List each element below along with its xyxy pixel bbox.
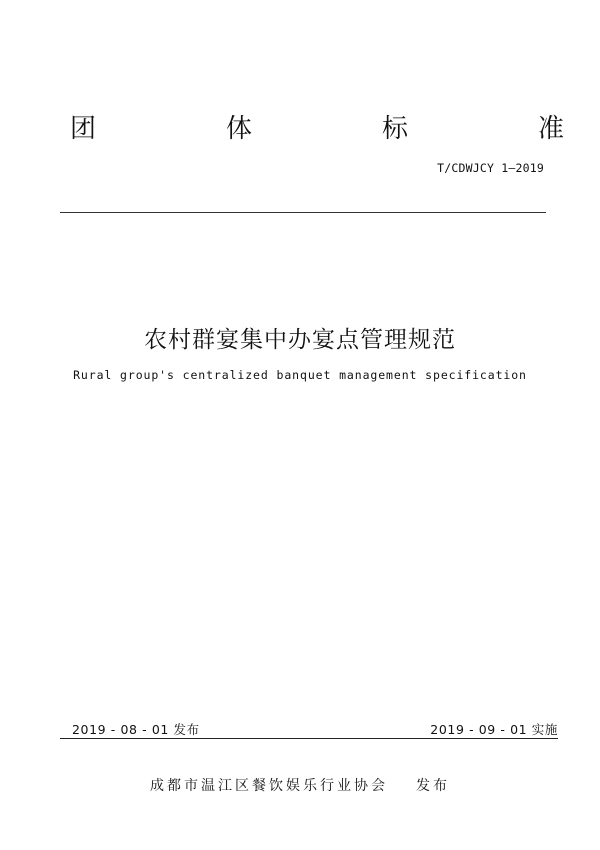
header-divider (60, 212, 546, 213)
publisher-line (0, 775, 600, 795)
document-title-cn: 农村群宴集中办宴点管理规范 (144, 327, 456, 353)
heading-char-2: 体 (225, 114, 252, 144)
heading-char-4: 准 (537, 114, 564, 144)
footer-divider (60, 738, 558, 739)
heading-char-3: 标 (381, 114, 408, 144)
heading-char-1: 团 (70, 114, 97, 144)
document-title-en: Rural group's centralized banquet management specification (73, 368, 527, 382)
publisher-name: 成都市温江区餐饮娱乐行业协会 (150, 778, 388, 794)
standard-type-heading (70, 112, 564, 146)
standard-code: T/CDWJCY 1—2019 (437, 161, 544, 175)
publisher-action: 发布 (416, 778, 450, 794)
publish-date: 2019 - 08 - 01 发布 (72, 722, 200, 737)
implement-date: 2019 - 09 - 01 实施 (430, 722, 558, 737)
